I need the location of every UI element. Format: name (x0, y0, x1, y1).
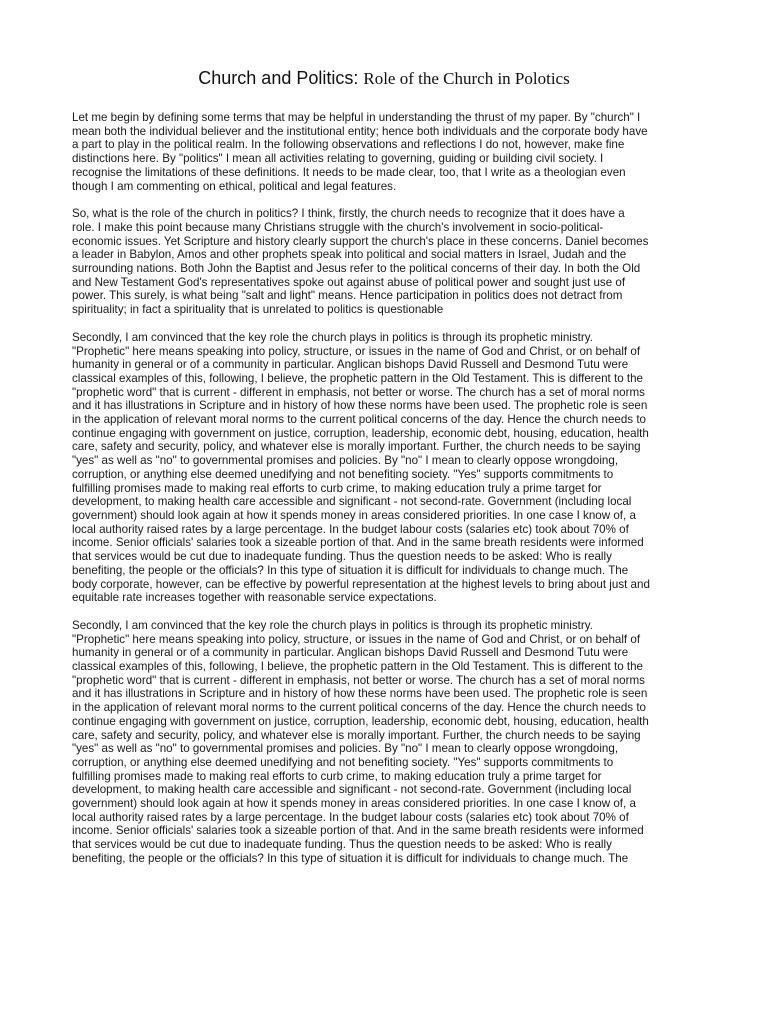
paragraph-line: development, to making health care accessible and significant - not second-rate. Government (including local (72, 783, 632, 797)
paragraph-line: classical examples of this, following, I believe, the prophetic pattern in the Old Testament. This is different to the (72, 660, 643, 674)
paragraph-line: economic issues. Yet Scripture and history clearly support the church's place in these concerns. Daniel becomes (72, 234, 649, 248)
paragraph-line: income. Senior officials' salaries took a sizeable portion of that. And in the same breath residents were informed (72, 536, 644, 550)
paragraph-line: local authority raised rates by a large percentage. In the budget labour costs (salaries etc) took about 70% of (72, 522, 629, 536)
paragraph-line: power. This surely, is what being "salt and light" means. Hence participation in politics does not detract from (72, 289, 623, 303)
title-subtitle: Role of the Church in Polotics (363, 69, 570, 88)
paragraph-line: fulfilling promises made to making real efforts to curb crime, to making education truly a prime target for (72, 769, 602, 783)
paragraph-line: continue engaging with government on justice, corruption, leadership, economic debt, housing, education, health (72, 426, 649, 440)
paragraph-line: Secondly, I am convinced that the key role the church plays in politics is through its prophetic ministry. (72, 330, 593, 344)
paragraph-line: classical examples of this, following, I believe, the prophetic pattern in the Old Testament. This is different to the (72, 371, 643, 385)
paragraph-line: that services would be cut due to inadequate funding. Thus the question needs to be asked: Who is really (72, 550, 612, 564)
paragraph-line: and it has illustrations in Scripture and in history of how these norms have been used. The prophetic role is seen (72, 687, 648, 701)
paragraph-line: spirituality; in fact a spirituality that is unrelated to politics is questionable (72, 303, 444, 317)
paragraph-line: distinctions here. By "politics" I mean all activities relating to governing, guiding or building civil society. I (72, 152, 604, 166)
paragraph-line: in the application of relevant moral norms to the current political concerns of the day. Hence the church needs to (72, 701, 646, 715)
paragraph-line: income. Senior officials' salaries took a sizeable portion of that. And in the same breath residents were informed (72, 824, 644, 838)
paragraph-line: So, what is the role of the church in politics? I think, firstly, the church needs to recognize that it does have a (72, 207, 625, 221)
paragraph-line: Let me begin by defining some terms that may be helpful in understanding the thrust of my paper. By "church" I (72, 111, 641, 124)
paragraph-line: development, to making health care accessible and significant - not second-rate. Government (including local (72, 495, 632, 509)
paragraph-line: "yes" as well as "no" to governmental promises and policies. By "no" I mean to clearly oppose wrongdoing, (72, 742, 619, 756)
paragraph (72, 207, 702, 317)
paragraph (72, 111, 702, 193)
title-main: Church and Politics: (198, 68, 364, 88)
paragraph-line: corruption, or anything else deemed unedifying and not benefiting society. "Yes" supports commitments to (72, 755, 614, 769)
paragraph-line: equitable rate increases together with reasonable service expectations. (72, 591, 437, 605)
paragraph-line: care, safety and security, policy, and whatever else is morally important. Further, the church needs to be saying (72, 440, 641, 454)
paragraph-line: recognise the limitations of these definitions. It needs to be made clear, too, that I write as a theologian even (72, 165, 626, 179)
paragraph-line: fulfilling promises made to making real efforts to curb crime, to making education truly a prime target for (72, 481, 602, 495)
paragraph-line: humanity in general or of a community in particular. Anglican bishops David Russell and Desmond Tutu were (72, 358, 629, 372)
paragraph-line: continue engaging with government on justice, corruption, leadership, economic debt, housing, education, health (72, 714, 649, 728)
paragraph-line: and New Testament God's representatives spoke out against abuse of political power and sought just use of (72, 275, 626, 289)
paragraph-line: government) should look again at how it spends money in areas considered priorities. In one case I know of, a (72, 797, 636, 811)
paragraph-line: "yes" as well as "no" to governmental promises and policies. By "no" I mean to clearly oppose wrongdoing, (72, 454, 619, 468)
paragraph-line: mean both the individual believer and the institutional entity; hence both individuals and the corporate body have (72, 124, 648, 138)
paragraph-line: "Prophetic" here means speaking into policy, structure, or issues in the name of God and Christ, or on behalf of (72, 632, 641, 646)
paragraph-line: a part to play in the political realm. In the following observations and reflections I do not, however, make fine (72, 138, 625, 152)
page-title (0, 68, 768, 89)
paragraph-line: benefiting, the people or the officials? In this type of situation it is difficult for individuals to change much. The (72, 563, 629, 577)
paragraph-line: corruption, or anything else deemed unedifying and not benefiting society. "Yes" supports commitments to (72, 467, 614, 481)
document-body (72, 111, 702, 880)
paragraph-line: in the application of relevant moral norms to the current political concerns of the day. Hence the church needs to (72, 413, 646, 427)
paragraph (72, 619, 702, 866)
paragraph-line: care, safety and security, policy, and whatever else is morally important. Further, the church needs to be saying (72, 728, 641, 742)
paragraph-line: benefiting, the people or the officials? In this type of situation it is difficult for individuals to change much. The (72, 851, 629, 865)
paragraph-line: government) should look again at how it spends money in areas considered priorities. In one case I know of, a (72, 508, 636, 522)
paragraph-line: "Prophetic" here means speaking into policy, structure, or issues in the name of God and Christ, or on behalf of (72, 344, 641, 358)
paragraph-line: surrounding nations. Both John the Baptist and Jesus refer to the political concerns of their day. In both the Old (72, 262, 641, 276)
paragraph-line: humanity in general or of a community in particular. Anglican bishops David Russell and Desmond Tutu were (72, 646, 629, 660)
paragraph-line: local authority raised rates by a large percentage. In the budget labour costs (salaries etc) took about 70% of (72, 810, 629, 824)
paragraph-line: body corporate, however, can be effective by powerful representation at the highest levels to bring about just and (72, 577, 650, 591)
paragraph-line: that services would be cut due to inadequate funding. Thus the question needs to be asked: Who is really (72, 838, 612, 852)
paragraph-line: a leader in Babylon, Amos and other prophets speak into political and social matters in Israel, Judah and the (72, 248, 627, 262)
paragraph-line: Secondly, I am convinced that the key role the church plays in politics is through its prophetic ministry. (72, 618, 593, 632)
paragraph-line: "prophetic word" that is current - different in emphasis, not better or worse. The church has a set of moral norms (72, 385, 645, 399)
paragraph-line: though I am commenting on ethical, political and legal features. (72, 179, 397, 193)
paragraph (72, 331, 702, 605)
paragraph-line: and it has illustrations in Scripture and in history of how these norms have been used. The prophetic role is seen (72, 399, 648, 413)
paragraph-line: "prophetic word" that is current - different in emphasis, not better or worse. The church has a set of moral norms (72, 673, 645, 687)
paragraph-line: role. I make this point because many Christians struggle with the church's involvement in socio-political- (72, 220, 604, 234)
